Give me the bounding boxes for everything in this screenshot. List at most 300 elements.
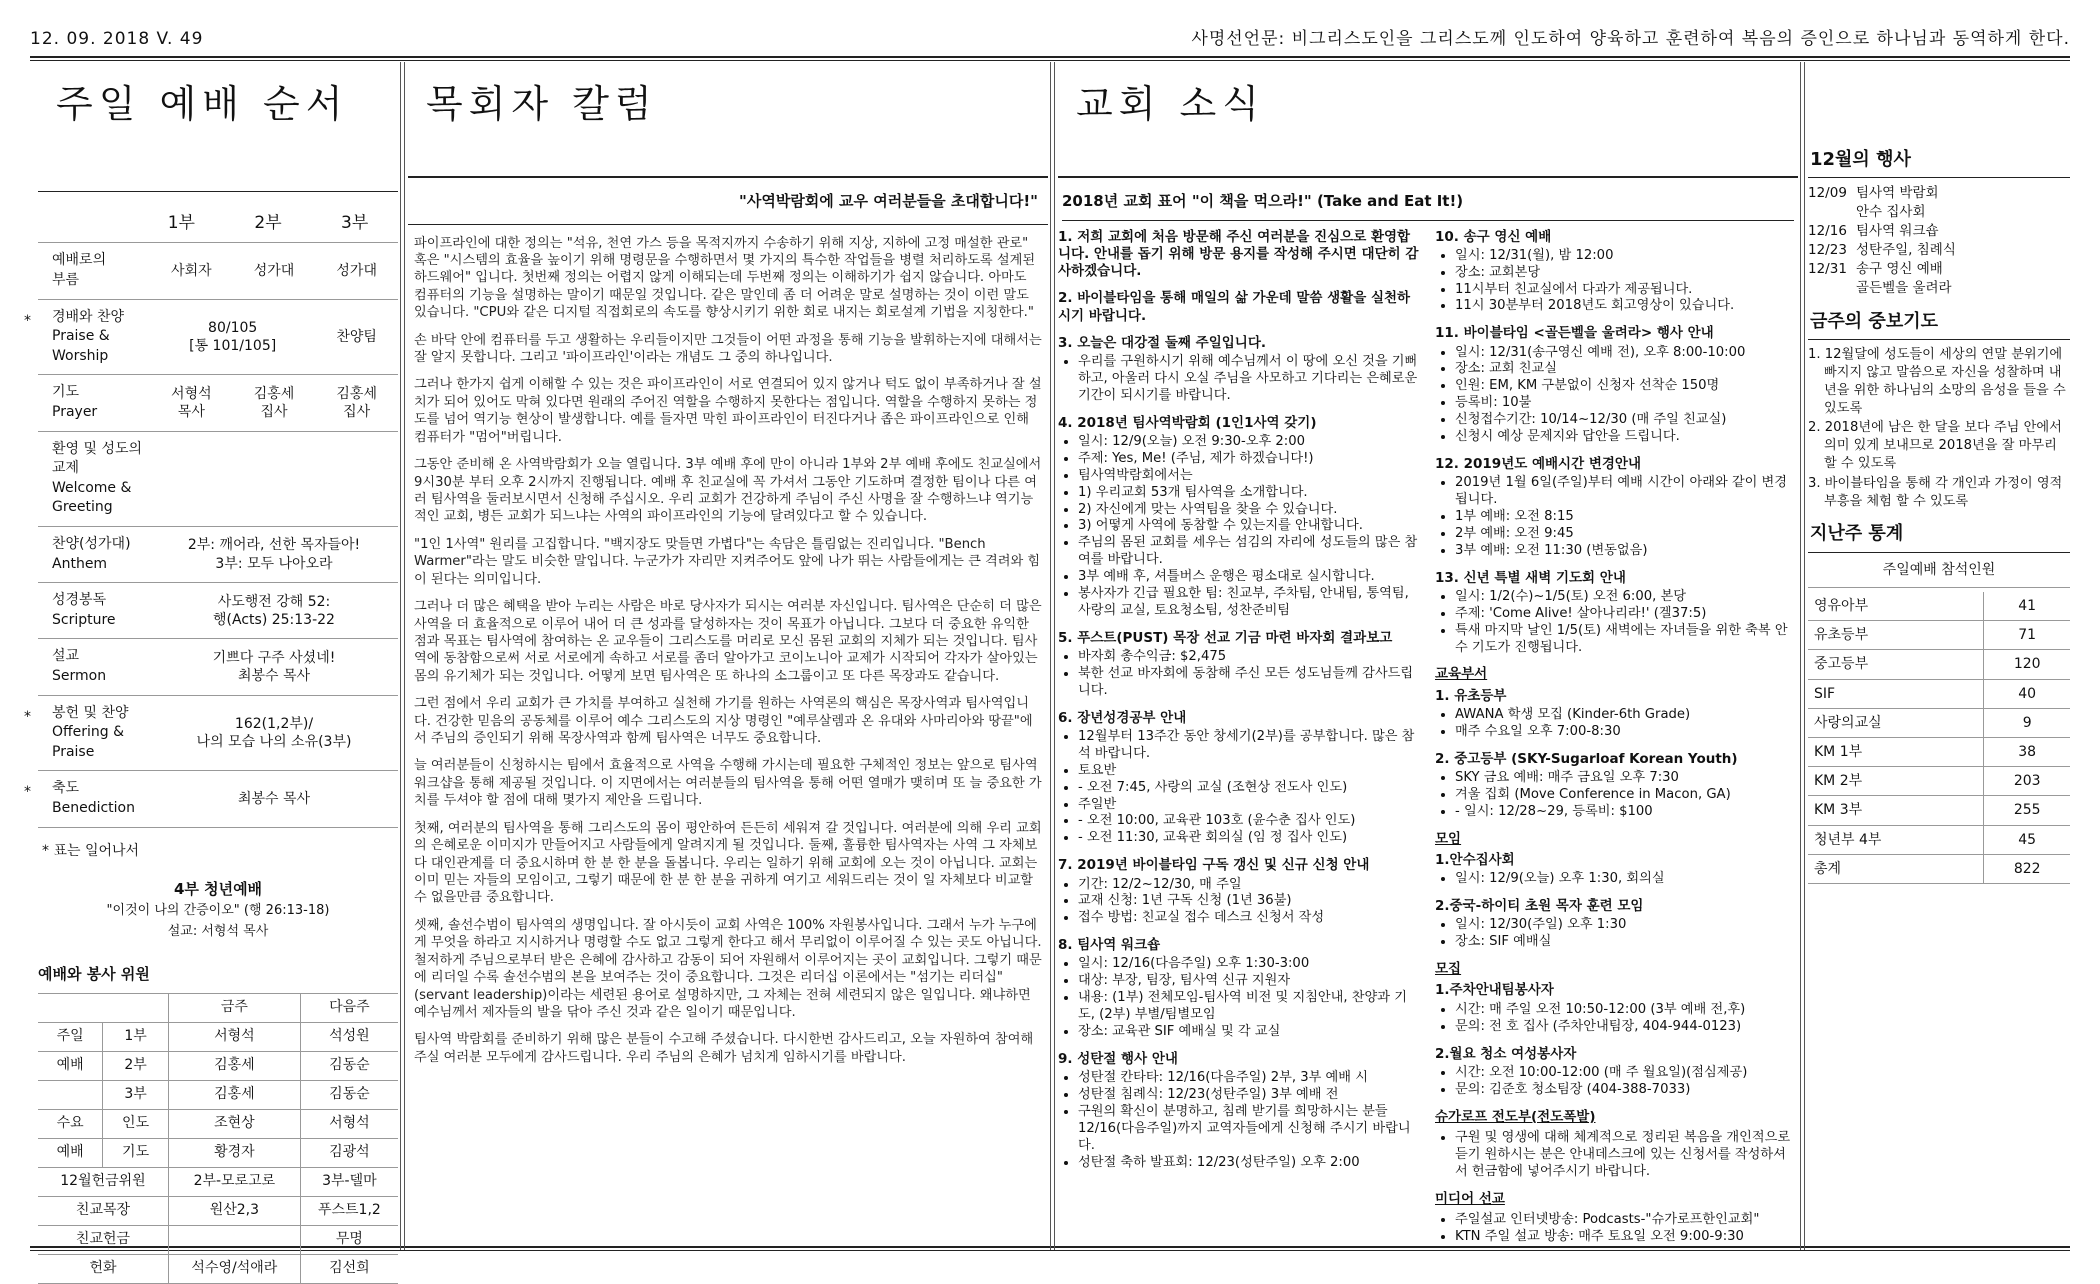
event-date [1808, 203, 1856, 222]
news-item-title: 10. 송구 영신 예배 [1435, 228, 1552, 245]
news-item-title: 7. 2019년 바이블타임 구독 갱신 및 신규 신청 안내 [1058, 857, 1370, 874]
column-paragraph: 그동안 준비해 온 사역박람회가 오늘 열립니다. 3부 예배 후에 만이 아니라 1부와 2부 예배 후에도 친교실에서 9시30분 부터 오후 2시까지 진행됩니다. 예배 후 친교실에 꼭 가셔서 그동안 기도하며 결정한 팀이나 다른 여러 팀사역을 둘러보시면서 신청해 주십시오. 우리 교회가 건강하게 주님이 주신 사명을 잘 수행하느냐 역기능적인 교회, 병든 교회가 되느냐는 사역의 파이프라인의 기능에 달려있다고 할 수 있습니다. [414, 457, 1042, 525]
event-date: 12/16 [1808, 223, 1847, 240]
news-item-details [1435, 1212, 1798, 1246]
events-list [1808, 177, 2070, 297]
volunteers-next-week: 3부-델마 [300, 1167, 398, 1196]
worship-order-cell: 찬양팀 [336, 328, 377, 345]
news-item-title: 1. 유초등부 [1435, 687, 1507, 704]
worship-order-cells [150, 715, 398, 751]
news-item [1058, 290, 1421, 325]
news-item-details [1058, 877, 1421, 928]
attendance-group: 총계 [1808, 854, 1984, 883]
news-item-title: 6. 장년성경공부 안내 [1058, 709, 1187, 726]
news-item-detail: • 등록비: 10불 [1455, 395, 1798, 412]
volunteers-group: 예배 [38, 1138, 103, 1167]
worship-order-label-line: 경배와 찬양 [52, 308, 125, 325]
volunteers-next-week: 서형석 [300, 1109, 398, 1138]
prayer-item: 1. 12월달에 성도들이 세상의 연말 분위기에 빠지지 않고 말씀으로 자신을 성찰하며 내년을 위한 하나님의 소망의 음성을 들을 수 있도록 [1808, 347, 2066, 416]
worship-order-cell: 서형석 목사 [171, 385, 212, 421]
worship-order-span-line: 최봉수 목사 [237, 790, 311, 807]
worship-order-label-line: Sermon [52, 667, 107, 684]
worship-order-label-line: 환영 및 성도의 교제 [52, 440, 143, 477]
news-item-detail: • 특새 마지막 날인 1/5(토) 새벽에는 자녀들을 위한 축복 안수 기도가 진행됩니다. [1455, 623, 1798, 657]
worship-order-span-line: 나의 모습 나의 소유(3부) [196, 733, 352, 750]
worship-order-label [38, 779, 150, 818]
mission-statement: 사명선언문: 비그리스도인을 그리스도께 인도하여 양육하고 훈련하여 복음의 증인으로 하나님과 동역하게 한다. [1191, 29, 2070, 49]
news-item-details [1435, 475, 1798, 559]
news-item-title: 2.월요 청소 여성봉사자 [1435, 1045, 1577, 1062]
news-item-detail: • 일시: 1/2(수)~1/5(토) 오전 6:00, 본당 [1455, 589, 1798, 606]
attendance-table [1808, 592, 2070, 884]
worship-order-span-line: 2부: 깨어라, 선한 목자들아! [187, 537, 361, 554]
worship-order-label [38, 251, 150, 290]
event-row [1808, 241, 2070, 260]
attendance-group: SIF [1808, 679, 1984, 708]
news-item-details [1435, 1002, 1798, 1036]
event-row [1808, 260, 2070, 279]
volunteers-service: 인도 [103, 1109, 169, 1138]
news-item-detail: • 2부 예배: 오전 9:45 [1455, 526, 1798, 543]
news-item-detail: • - 오전 10:00, 교육관 103호 (윤수춘 집사 인도) [1078, 813, 1421, 830]
news-item [1058, 630, 1421, 700]
news-item-detail: • 문의: 김준호 청소팀장 (404-388-7033) [1455, 1082, 1798, 1099]
attendance-table-title: 주일예배 참석인원 [1808, 552, 2070, 588]
volunteers-table [38, 993, 398, 1284]
column-divider [1800, 62, 1805, 1250]
worship-order-label-line: Benediction [52, 799, 135, 816]
column-paragraph: 그러나 더 많은 혜택을 받아 누리는 사람은 바로 당사자가 되시는 여러분 자신입니다. 팀사역은 단순히 더 많은 사역을 더 효율적으로 이루어 내어 더 큰 성과를 달성하자는 것이 목표가 아닙니다. 그보다 더 중요한 유익한 점과 목표는 팀사역에 참여하는 온 교우들이 그리스도를 머리로 모신 몸된 교회의 지체가 되는 것입니다. 팀사역에 동참함으로써 서로 서로에게 속하고 서로를 좀더 알아가고 코이노니아 교제가 시작되어 각자가 살아있는 몸의 유기체가 되는 것입니다. 어떻게 보면 팀사역은 또 하나의 소그룹이고 또 다른 목장과도 같습니다. [414, 599, 1042, 684]
attendance-count: 38 [1984, 737, 2070, 766]
news-item-detail: • 성탄절 침례식: 12/23(성탄주일) 3부 예배 전 [1078, 1087, 1421, 1104]
worship-order-span-line: 기쁘다 구주 사셨네! [212, 649, 336, 666]
worship-order-cells [150, 649, 398, 685]
news-item-detail: • 2019년 1월 6일(주일)부터 예배 시간이 아래와 같이 변경됩니다. [1455, 475, 1798, 509]
event-name: 팀사역 박람회 [1856, 185, 1939, 202]
attendance-group: 영유아부 [1808, 592, 1984, 621]
news-item-detail: • 신청시 예상 문제지와 답안을 드립니다. [1455, 429, 1798, 446]
news-item-detail: • 11시부터 친교실에서 다과가 제공됩니다. [1455, 282, 1798, 299]
news-item-detail: • 12월부터 13주간 동안 창세기(2부)를 공부합니다. 많은 참석 바랍니다. [1078, 729, 1421, 763]
column-paragraph: 손 바닥 안에 컴퓨터를 두고 생활하는 우리들이지만 그것들이 어떤 과정을 통해 기능을 발휘하는지에 대해서는 잘 알지 못합니다. 그리고 '파이프라인'이라는 개념도 그 중의 하나입니다. [414, 332, 1042, 366]
news-item [1058, 1051, 1421, 1172]
worship-order-row [24, 695, 398, 771]
volunteers-row [38, 1138, 398, 1167]
next-week-header: 다음주 [300, 993, 398, 1022]
volunteers-this-week: 서형석 [168, 1022, 300, 1051]
worship-order-row [38, 374, 398, 430]
worship-order-label [38, 704, 150, 763]
news-item-details [1435, 589, 1798, 657]
worship-order-span [150, 715, 398, 751]
volunteers-next-week: 무명 [300, 1225, 398, 1254]
worship-order-label-line: 성경봉독 [52, 592, 107, 609]
worship-order-cells [150, 790, 398, 808]
news-item [1435, 982, 1798, 1035]
attendance-group: KM 2부 [1808, 767, 1984, 796]
news-item-title: 2.중국-하이티 초원 목자 훈련 모임 [1435, 898, 1644, 915]
news-item [1058, 857, 1421, 927]
news-section-heading: 미디어 선교 [1435, 1190, 1505, 1207]
worship-order-row [38, 242, 398, 298]
news-item-detail: • 기간: 12/2~12/30, 매 주일 [1078, 877, 1421, 894]
news-item [1435, 1046, 1798, 1099]
attendance-row [1808, 650, 2070, 679]
attendance-row [1808, 796, 2070, 825]
attendance-row [1808, 592, 2070, 621]
volunteers-group: 친교헌금 [38, 1225, 168, 1254]
event-date [1808, 279, 1856, 298]
news-item-details [1058, 354, 1421, 405]
news-item-title: 11. 바이블타임 <골든벨을 울려라> 행사 안내 [1435, 325, 1714, 342]
pastor-column-subtitle: "사역박람회에 교우 여러분들을 초대합니다!" [408, 192, 1048, 225]
event-name: 골든벨을 울려라 [1856, 279, 1952, 296]
attendance-count: 41 [1984, 592, 2070, 621]
standing-note: * 표는 일어나서 [42, 842, 140, 859]
worship-order-label-line: 찬양(성가대) [52, 536, 131, 553]
worship-order-cells [150, 536, 398, 572]
worship-order-cells [150, 593, 398, 629]
service-columns-header [38, 191, 398, 242]
news-item-detail: • 시간: 매 주일 오전 10:50-12:00 (3부 예배 전,후) [1455, 1002, 1798, 1019]
service-col-1: 1부 [167, 213, 195, 234]
volunteers-group: 헌화 [38, 1254, 168, 1283]
news-item-details [1058, 649, 1421, 700]
worship-order-span-line: 80/105 [208, 319, 258, 336]
news-item-title: 1. 저희 교회에 처음 방문해 주신 여러분을 진심으로 환영합니다. 안내를 돕기 위해 방문 용지를 작성해 주시면 대단히 감사하겠습니다. [1058, 228, 1419, 280]
worship-order-label [38, 591, 150, 630]
volunteers-service: 2부 [103, 1051, 169, 1080]
news-item-detail: • 바자회 총수익금: $2,475 [1078, 649, 1421, 666]
event-date: 12/23 [1808, 242, 1847, 259]
news-item-details [1435, 1065, 1798, 1099]
worship-order-row [38, 638, 398, 694]
attendance-row [1808, 708, 2070, 737]
news-section-heading: 슈가로프 전도부(전도폭발) [1435, 1108, 1596, 1125]
issue-number: 12. 09. 2018 V. 49 [30, 29, 204, 49]
news-item-details [1058, 1070, 1421, 1171]
news-item-title: 5. 푸스트(PUST) 목장 선교 기금 마련 바자회 결과보고 [1058, 629, 1393, 646]
news-item-detail: • SKY 금요 예배: 매주 금요일 오후 7:30 [1455, 770, 1798, 787]
volunteers-title: 예배와 봉사 위원 [38, 965, 150, 984]
news-item-title: 3. 오늘은 대강절 둘째 주일입니다. [1058, 334, 1266, 351]
worship-order-label-line: 예배로의 [52, 252, 107, 269]
attendance-group: KM 3부 [1808, 796, 1984, 825]
volunteers-next-week: 김선희 [300, 1254, 398, 1283]
attendance-row [1808, 679, 2070, 708]
news-item [1435, 325, 1798, 446]
volunteers-header-row [38, 993, 398, 1022]
attendance-count: 203 [1984, 767, 2070, 796]
attendance-count: 822 [1984, 854, 2070, 883]
event-row [1808, 184, 2070, 203]
event-row [1808, 203, 2070, 222]
worship-order-cell: 김홍세 집사 [253, 385, 295, 421]
news-item-detail: • 문의: 전 호 집사 (주차안내팀장, 404-944-0123) [1455, 1019, 1798, 1036]
attendance-group: KM 1부 [1808, 737, 1984, 766]
volunteers-group: 수요 [38, 1109, 103, 1138]
news-item [1435, 852, 1798, 888]
column-paragraph: "1인 1사역" 원리를 고집합니다. "백지장도 맞들면 가볍다"는 속담은 틀림없는 진리입니다. "Bench Warmer"라는 말도 비슷한 말입니다. 누군가가 자리만 지켜주어도 앞에 나가 뛰는 사람들에게는 큰 격려와 힘이 된다는 의미입니다. [414, 536, 1041, 587]
news-item [1435, 898, 1798, 951]
worship-order-cells [150, 385, 398, 421]
volunteers-row [38, 1109, 398, 1138]
worship-order-row [24, 299, 398, 375]
news-item-title: 2. 중고등부 (SKY-Sugarloaf Korean Youth) [1435, 750, 1738, 767]
worship-order-span-line: 162(1,2부)/ [234, 715, 314, 732]
worship-order-label [38, 647, 150, 686]
attendance-row [1808, 854, 2070, 883]
news-item-detail: • 일시: 12/16(다음주일) 오후 1:30-3:00 [1078, 956, 1421, 973]
volunteers-group [38, 1080, 103, 1109]
news-item-detail: • 2) 자신에게 맞는 사역팀을 찾을 수 있습니다. [1078, 502, 1421, 519]
news-item-detail: • 주제: 'Come Alive! 살아나리라!' (겔37:5) [1455, 606, 1798, 623]
news-item-title: 1.주차안내팀봉사자 [1435, 982, 1554, 999]
news-item-detail: • 장소: SIF 예배실 [1455, 934, 1798, 951]
volunteers-next-week: 김동순 [300, 1080, 398, 1109]
attendance-count: 255 [1984, 796, 2070, 825]
news-item [1435, 751, 1798, 821]
worship-order-label-line: Scripture [52, 611, 116, 628]
column-paragraph: 그러나 한가지 쉽게 이해할 수 있는 것은 파이프라인이 서로 연결되어 있지 않거나 턱도 없이 부족하거나 잘 설치가 되어 있어도 막혀 있다면 원래의 주어진 역할을 수행하지 못한다는 점입니다. 역할을 수행하지 못하는 정도를 넘어 역기능 현상이 발생합니다. 예를 들자면 막힌 파이프라인이 터진다거나 좁은 파이프라인으로 인해 컴퓨터가 "멈어"버립니다. [414, 377, 1042, 445]
news-item-detail: • 성탄절 축하 발표회: 12/23(성탄주일) 오후 2:00 [1078, 1155, 1421, 1172]
news-item-detail: • 1부 예배: 오전 8:15 [1455, 509, 1798, 526]
prayer-title: 금주의 중보기도 [1810, 310, 1938, 332]
news-item-detail: • 장소: 교육관 SIF 예배실 및 각 교실 [1078, 1024, 1421, 1041]
news-item-details [1435, 1130, 1798, 1181]
worship-order-label-line: 부름 [52, 272, 80, 289]
news-item-detail: • 북한 선교 바자회에 동참해 주신 모든 성도님들께 감사드립니다. [1078, 666, 1421, 700]
worship-order-label [38, 440, 150, 518]
news-item-detail: • 장소: 교회본당 [1455, 265, 1798, 282]
news-item-detail: • 우리를 구원하시기 위해 예수님께서 이 땅에 오신 것을 기뻐하고, 아울러 다시 오실 주님을 사모하고 기다리는 은혜로운 기간이 되시기를 바랍니다. [1078, 354, 1421, 405]
worship-order-cells [150, 319, 398, 355]
worship-order-span-line: 최봉수 목사 [237, 667, 311, 684]
column-paragraph: 늘 여러분들이 신청하시는 팀에서 효율적으로 사역을 수행해 가시는데 필요한 구체적인 정보는 앞으로 팀사역 워크샵을 통해 제공될 것입니다. 이 지면에서는 여러분들의 팀사역을 통해 어떤 열매가 맺히며 또 늘 중요한 가치를 두셔야 할 점에 대해 몇가지 제안을 드립니다. [414, 758, 1042, 809]
news-item-detail: • 3) 어떻게 사역에 동참할 수 있는지를 안내합니다. [1078, 518, 1421, 535]
worship-order-list [24, 242, 398, 826]
attendance-count: 71 [1984, 621, 2070, 650]
column-divider [1050, 62, 1055, 1250]
news-item-detail: • 주일설교 인터넷방송: Podcasts-"슈가로프한인교회" [1455, 1212, 1798, 1229]
news-item [1058, 937, 1421, 1041]
stats-title: 지난주 통계 [1810, 523, 1904, 545]
volunteers-this-week: 석수영/석애라 [168, 1254, 300, 1283]
volunteers-row [38, 1225, 398, 1254]
yearly-theme: 2018년 교회 표어 "이 책을 먹으라!" (Take and Eat It!) [1062, 192, 1794, 221]
news-item-detail: • 일시: 12/31(송구영신 예배 전), 오후 8:00-10:00 [1455, 345, 1798, 362]
service-col-2: 2부 [254, 213, 282, 234]
event-date: 12/31 [1808, 260, 1847, 277]
event-name: 안수 집사회 [1856, 204, 1926, 221]
event-row [1808, 279, 2070, 298]
volunteers-this-week: 2부-모로고로 [168, 1167, 300, 1196]
worship-order-span-line: 행(Acts) 25:13-22 [213, 611, 335, 628]
volunteers-next-week: 김광석 [300, 1138, 398, 1167]
service-col-3: 3부 [341, 213, 369, 234]
worship-order-span [150, 593, 398, 629]
volunteers-row [38, 1051, 398, 1080]
attendance-count: 40 [1984, 679, 2070, 708]
news-item-details [1435, 707, 1798, 741]
top-rule-thin [30, 60, 2070, 61]
worship-order-cell: 성가대 [253, 262, 295, 279]
volunteers-service: 기도 [103, 1138, 169, 1167]
news-item-detail: • 겨울 집회 (Move Conference in Macon, GA) [1455, 787, 1798, 804]
prayer-list [1808, 339, 2070, 510]
news-item-detail: • 대상: 부장, 팀장, 팀사역 신규 지원자 [1078, 973, 1421, 990]
volunteers-this-week: 김홍세 [168, 1080, 300, 1109]
news-item-title: 12. 2019년도 예배시간 변경안내 [1435, 455, 1641, 472]
volunteers-service: 1부 [103, 1022, 169, 1051]
worship-order-cells [150, 262, 398, 280]
youth-service [38, 880, 398, 941]
news-item-details [1058, 729, 1421, 847]
news-item-detail: • 매주 수요일 오후 7:00-8:30 [1455, 724, 1798, 741]
volunteers-next-week: 푸스트1,2 [300, 1196, 398, 1225]
volunteers-this-week: 황경자 [168, 1138, 300, 1167]
attendance-group: 청년부 4부 [1808, 825, 1984, 854]
volunteers-service: 3부 [103, 1080, 169, 1109]
news-item-detail: • 교재 신청: 1년 구독 신청 (1년 36불) [1078, 893, 1421, 910]
news-item-detail: • 3부 예배 후, 셔틀버스 운행은 평소대로 실시합니다. [1078, 569, 1421, 586]
event-date: 12/09 [1808, 185, 1847, 202]
news-item-details [1435, 871, 1798, 888]
volunteers-row [38, 1022, 398, 1051]
worship-order-row [38, 431, 398, 526]
news-item [1435, 1212, 1798, 1246]
standing-marker: * [24, 784, 31, 801]
worship-order-label-line: 기도 [52, 384, 80, 401]
attendance-count: 9 [1984, 708, 2070, 737]
news-item-detail: • 성탄절 칸타타: 12/16(다음주일) 2부, 3부 예배 시 [1078, 1070, 1421, 1087]
news-item-title: 13. 신년 특별 새벽 기도회 안내 [1435, 569, 1626, 586]
prayer-item: 3. 바이블타임을 통해 각 개인과 가정이 영적 부흥을 체험 할 수 있도록 [1808, 475, 2063, 509]
volunteers-next-week: 석성원 [300, 1022, 398, 1051]
volunteers-row [38, 1254, 398, 1283]
column-paragraph: 그런 점에서 우리 교회가 큰 가치를 부여하고 실천해 가기를 원하는 사역론의 핵심은 목장사역과 팀사역입니다. 건강한 믿음의 공동체를 이루어 예수 그리스도의 지상 명령인 "예루살렘과 온 유대와 사마리아와 땅끝"에서 주님의 증인되기 위해 목장사역과 함께 팀사역은 너무도 중요합니다. [414, 696, 1033, 747]
news-item [1058, 229, 1421, 281]
pastor-column-body [408, 235, 1048, 1067]
news-item [1435, 570, 1798, 657]
volunteers-this-week [168, 1225, 300, 1254]
news-item-detail: • - 오전 7:45, 사랑의 교실 (조현상 전도사 인도) [1078, 780, 1421, 797]
attendance-row [1808, 621, 2070, 650]
events-title: 12월의 행사 [1810, 149, 1911, 170]
volunteers-row [38, 1167, 398, 1196]
news-item-details [1058, 956, 1421, 1040]
news-item-detail: • 일시: 12/9(오늘) 오전 9:30-오후 2:00 [1078, 434, 1421, 451]
news-item [1435, 229, 1798, 316]
worship-order-span [150, 649, 398, 685]
event-name: 성탄주일, 침례식 [1856, 242, 1956, 259]
attendance-count: 120 [1984, 650, 2070, 679]
pastor-column-title: 목회자 칼럼 [426, 82, 658, 126]
news-item-detail: • 구원 및 영생에 대해 체계적으로 정리된 복음을 개인적으로 듣기 원하시는 분은 안내데스크에 있는 신청서를 작성하셔서 헌금함에 넣어주시기 바랍니다. [1455, 1130, 1798, 1181]
worship-order-label-line: 봉헌 및 찬양 [52, 704, 129, 721]
attendance-row [1808, 767, 2070, 796]
worship-order-label-line: Welcome & Greeting [52, 479, 132, 516]
worship-order-row [24, 770, 398, 826]
worship-order-title: 주일 예배 순서 [56, 82, 349, 126]
worship-order-cell: 김홍세 집사 [336, 385, 377, 421]
worship-order-cell: 성가대 [336, 262, 377, 279]
news-item [1058, 710, 1421, 848]
event-row [1808, 222, 2070, 241]
church-news-column [1058, 66, 1798, 1250]
volunteers-row [38, 1196, 398, 1225]
event-name: 팀사역 워크숍 [1856, 223, 1939, 240]
news-item-detail: • 주님의 몸된 교회를 세우는 섬김의 자리에 성도들의 많은 참여를 바랍니다. [1078, 535, 1421, 569]
top-rule [30, 56, 2070, 58]
attendance-count: 45 [1984, 825, 2070, 854]
attendance-row [1808, 825, 2070, 854]
news-item-detail: • 구원의 확신이 분명하고, 침례 받기를 희망하시는 분들 12/16(다음주일)까지 교역자들에게 신청해 주시기 바랍니다. [1078, 1104, 1421, 1155]
attendance-group: 사랑의교실 [1808, 708, 1984, 737]
news-item-details [1058, 434, 1421, 620]
prayer-item: 2. 2018년에 남은 한 달을 보다 주님 안에서 의미 있게 보내므로 2018년을 잘 마무리 할 수 있도록 [1808, 420, 2062, 471]
volunteers-group: 예배 [38, 1051, 103, 1080]
column-paragraph: 셋째, 솔선수범이 팀사역의 생명입니다. 잘 아시듯이 교회 사역은 100% 자원봉사입니다. 그래서 누가 누구에게 무엇을 하라고 지시하거나 명령할 수도 없고 그렇게 한다고 해서 무리없이 이루어질 수 있는 곳도 아닙니다. 철저하게 주님으로부터 받은 은혜에 감사하고 감동이 되어 자원해서 이루어지는 곳이 교회입니다. 그렇기 때문에 리더일 수록 솔선수범의 본을 보여주는 것이 중요합니다. 그것은 리더십 이론에서는 "섬기는 리더십" (servant leadership)이라는 세련된 용어로 설명하지만, 그 자체는 전혀 세련되지 않은 일입니다. 왜냐하면 예수님께서 제자들의 발을 닦아 주신 것과 같은 일이기 때문입니다. [414, 917, 1042, 1020]
worship-order-column [24, 66, 398, 1277]
news-item-detail: • 3부 예배: 오전 11:30 (변동없음) [1455, 543, 1798, 560]
worship-order-span-line: [통 101/105] [189, 338, 277, 355]
news-item-detail: • 내용: (1부) 전체모임-팀사역 비전 및 지침안내, 찬양과 기도, (2부) 부별/팀별모임 [1078, 990, 1421, 1024]
news-item-detail: • 봉사자가 긴급 필요한 팀: 친교부, 주차팀, 안내팀, 통역팀, 사랑의 교실, 토요청소팀, 성찬준비팀 [1078, 586, 1421, 620]
news-item [1435, 688, 1798, 741]
sidebar-column [1808, 66, 2070, 1250]
worship-order-label-line: Praise & [52, 328, 110, 345]
worship-order-row [38, 582, 398, 638]
worship-order-label-line: 설교 [52, 648, 80, 665]
news-item-details [1435, 917, 1798, 951]
news-item [1058, 415, 1421, 620]
news-item-detail: • 접수 방법: 친교실 접수 데스크 신청서 작성 [1078, 910, 1421, 927]
news-item-detail: • - 오전 11:30, 교육관 회의실 (임 정 집사 인도) [1078, 830, 1421, 847]
youth-service-title: 4부 청년예배 [173, 879, 263, 898]
news-item-detail: • 주제: Yes, Me! (주님, 제가 하겠습니다!) [1078, 451, 1421, 468]
news-item-title: 8. 팀사역 워크숍 [1058, 937, 1161, 954]
news-item-detail: • 시간: 오전 10:00-12:00 (매 주 월요일)(점심제공) [1455, 1065, 1798, 1082]
standing-marker: * [24, 708, 31, 725]
news-item [1058, 335, 1421, 405]
news-section-heading: 교육부서 [1435, 666, 1488, 683]
news-item-detail: • 일시: 12/30(주일) 오후 1:30 [1455, 917, 1798, 934]
volunteers-row [38, 1080, 398, 1109]
news-item-details [1435, 770, 1798, 821]
news-item-title: 9. 성탄절 행사 안내 [1058, 1050, 1178, 1067]
worship-order-label-line: 축도 [52, 780, 80, 797]
worship-order-span-line: 3부: 모두 나아오라 [215, 555, 333, 572]
news-item-detail: • 11시 30분부터 2018년도 회고영상이 있습니다. [1455, 298, 1798, 315]
worship-order-span [150, 536, 398, 572]
news-item-title: 1.안수집사회 [1435, 852, 1515, 868]
news-section-heading: 모임 [1435, 830, 1462, 847]
youth-service-preacher: 설교: 서형석 목사 [167, 924, 269, 940]
news-item-detail: • 주일반 [1078, 797, 1421, 814]
volunteers-group: 친교목장 [38, 1196, 168, 1225]
news-item-details [1435, 248, 1798, 316]
news-section-heading: 모집 [1435, 961, 1462, 978]
worship-order-cell: 사회자 [171, 262, 212, 279]
worship-order-label-line: Prayer [52, 404, 98, 421]
news-item [1435, 456, 1798, 560]
youth-service-text: "이것이 나의 간증이오" (행 26:13-18) [106, 903, 330, 919]
worship-order-label-line: Worship [52, 347, 109, 364]
volunteers-this-week: 원산2,3 [168, 1196, 300, 1225]
masthead [30, 28, 2070, 50]
attendance-row [1808, 737, 2070, 766]
